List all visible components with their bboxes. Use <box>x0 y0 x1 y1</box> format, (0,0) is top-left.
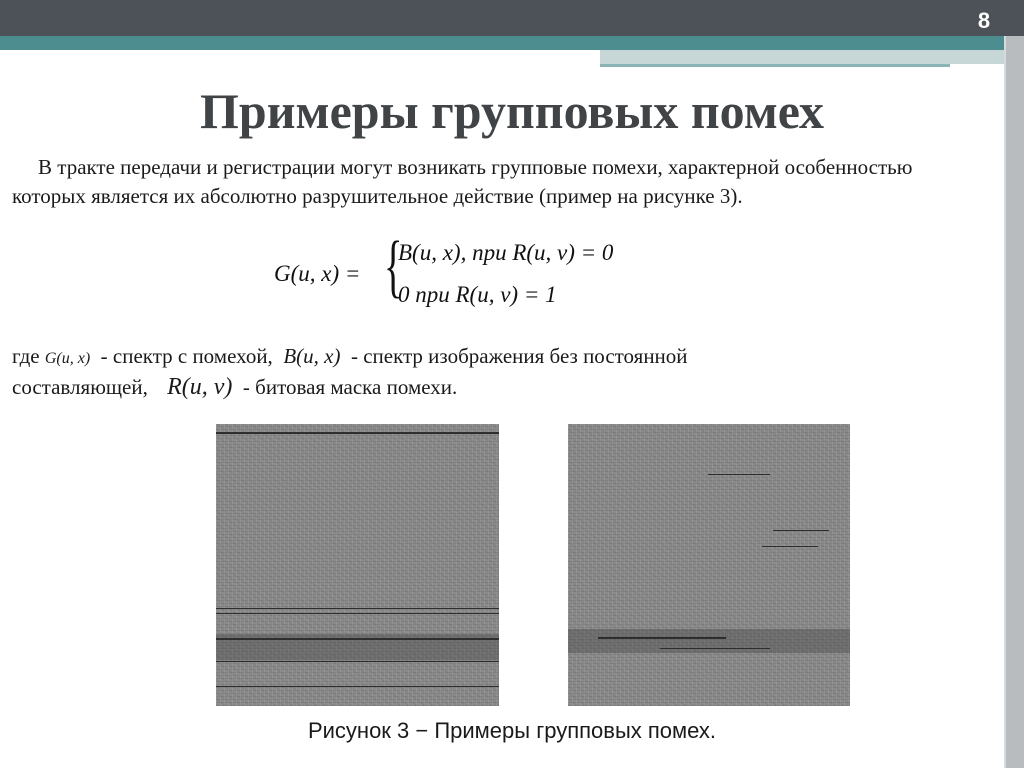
formula-brace: { <box>384 228 403 305</box>
scanline <box>216 608 499 609</box>
page-number: 8 <box>977 8 991 33</box>
formula-case-1: B(u, x), при R(u, v) = 0 <box>398 240 614 265</box>
scanline <box>216 686 499 687</box>
legend-b-symbol: B(u, x) <box>283 344 341 368</box>
scanline <box>216 638 499 640</box>
accent-line <box>600 64 950 67</box>
intro-paragraph: В тракте передачи и регистрации могут возникать групповые помехи, характерной особенностью которых является их абсолютно разрушительное действие (пример на рисунке 3). <box>12 155 913 208</box>
noise-image-right <box>568 424 850 706</box>
scanline <box>598 637 726 639</box>
scanline <box>216 661 499 662</box>
legend-b-desc: - спектр изображения без постоянной <box>345 344 688 368</box>
legend-line-1 <box>12 344 688 369</box>
scanline <box>773 530 829 531</box>
noise-band <box>568 629 850 653</box>
scanline <box>708 474 770 475</box>
legend-r-desc: - битовая маска помехи. <box>237 375 458 399</box>
legend-r-symbol: R(u, v) <box>167 374 233 400</box>
formula-lhs: G(u, x) = <box>274 261 361 286</box>
formula-case-2: 0 при R(u, v) = 1 <box>398 282 557 307</box>
figure-caption: Рисунок 3 − Примеры групповых помех. <box>307 718 717 743</box>
top-bar <box>0 0 1024 36</box>
scanline <box>660 648 770 649</box>
accent-band <box>0 36 1024 50</box>
legend-line-2 <box>12 374 457 401</box>
scanline <box>216 432 499 434</box>
scanline <box>216 613 499 614</box>
legend-line2-start: составляющей, <box>12 375 148 399</box>
noise-image-left <box>216 424 499 706</box>
legend-g-desc: - спектр с помехой, <box>95 344 279 368</box>
slide-title: Примеры групповых помех <box>200 83 824 139</box>
scanline <box>762 546 818 547</box>
legend-g-symbol: G(u, x) <box>44 350 91 367</box>
right-edge <box>1006 36 1024 768</box>
accent-band-light <box>600 50 1024 64</box>
legend-prefix: где <box>12 344 40 368</box>
